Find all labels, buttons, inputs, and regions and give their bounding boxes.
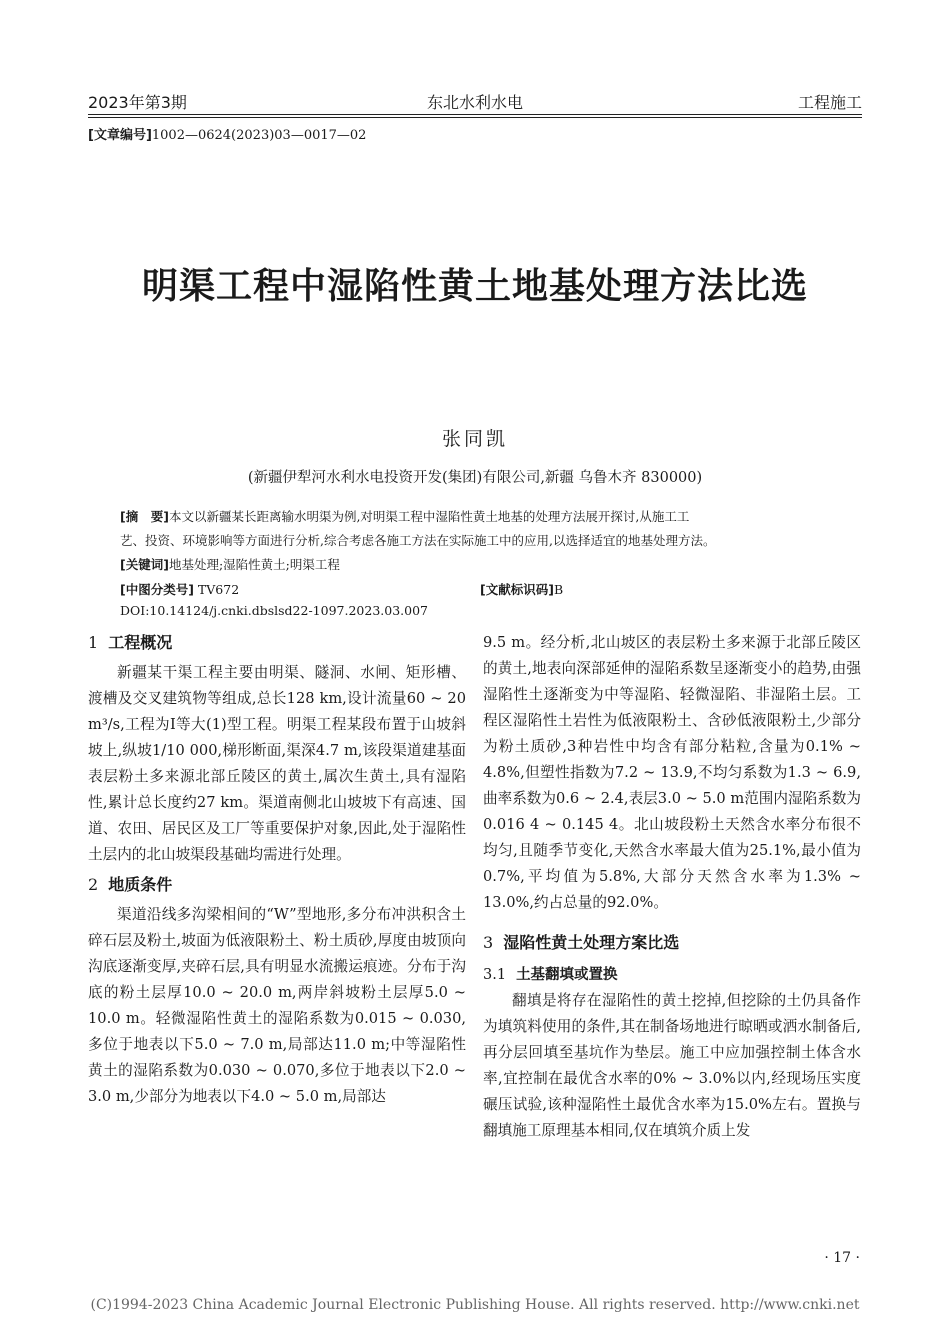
copyright-footer: (C)1994-2023 China Academic Journal Electronic Publishing House. All rights reserved. http://www.cnki.net <box>90 1297 860 1313</box>
continued-paragraph: 9.5 m。经分析,北山坡区的表层粉土多来源于北部丘陵区的黄土,地表向深部延伸的湿陷系数呈逐渐变小的趋势,由强湿陷性土逐渐变为中等湿陷、轻微湿陷、非湿陷土层。工程区湿陷性土岩性为低液限粉土、含砂低液限粉土,少部分为粉土质砂,3种岩性中均含有部分粘粒,含量为0.1% ~ 4.8%,但塑性指数为7.2 ~ 13.9,不均匀系数为1.3 ~ 6.9,曲率系数为0.6 ~ 2.4,表层3.0 ~ 5.0 m范围内湿陷系数为0.016 4 ~ 0.145 4。北山坡段粉土天然含水率分布很不均匀,且随季节变化,天然含水率最大值为25.1%,最小值为0.7%,平均值为5.8%,大部分天然含水率为1.3% ~ 13.0%,约占总量的92.0%。 <box>483 634 861 911</box>
section-2-number: 2 <box>88 875 99 894</box>
section-3-number: 3 <box>483 933 494 952</box>
keywords-value: 地基处理;湿陷性黄土;明渠工程 <box>168 557 340 572</box>
doi: DOI:10.14124/j.cnki.dbslsd22-1097.2023.03.007 <box>120 603 428 618</box>
section-3-1-paragraph: 翻填是将存在湿陷性的黄土挖掉,但挖除的土仍具备作为填筑料使用的条件,其在制备场地进行晾晒或洒水制备后,再分层回填至基坑作为垫层。施工中应加强控制土体含水率,宜控制在最优含水率的0% ~ 3.0%以内,经现场压实度碾压试验,该种湿陷性土最优含水率为15.0%左右。置换与翻填施工原理基本相同,仅在填筑介质上发 <box>483 992 861 1139</box>
section-3-1-title: 土基翻填或置换 <box>516 967 618 983</box>
section-3-heading <box>483 930 861 956</box>
classification-value: TV672 <box>197 582 240 597</box>
classification-label: [中图分类号] <box>120 582 194 597</box>
classification <box>120 580 239 598</box>
paper-title: 明渠工程中湿陷性黄土地基处理方法比选 <box>141 266 808 307</box>
article-number <box>88 124 366 143</box>
header-issue: 2023年第3期 <box>88 93 187 112</box>
section-3-title: 湿陷性黄土处理方案比选 <box>503 933 680 952</box>
article-number-value: 1002—0624(2023)03—0017—02 <box>151 128 367 143</box>
section-3-1-heading <box>483 962 861 988</box>
doc-code-label: [文献标识码] <box>480 582 554 597</box>
section-1-number: 1 <box>88 633 99 652</box>
abstract-label: [摘 要] <box>120 509 169 524</box>
header-rule-thin <box>88 117 862 118</box>
section-2-title: 地质条件 <box>108 875 173 894</box>
section-2-paragraph: 渠道沿线多沟梁相间的“W”型地形,多分布冲洪积含土碎石层及粉土,坡面为低液限粉土、粉土质砂,厚度由坡顶向沟底逐渐变厚,夹碎石层,具有明显水流搬运痕迹。分布于沟底的粉土层厚10.0 ~ 20.0 m,两岸斜坡粉土层厚5.0 ~ 10.0 m。轻微湿陷性黄土的湿陷系数为0.015 ~ 0.030,多位于地表以下5.0 ~ 7.0 m,局部达11.0 m;中等湿陷性黄土的湿陷系数为0.030 ~ 0.070,多位于地表以下2.0 ~ 3.0 m,少部分为地表以下4.0 ~ 5.0 m,局部达 <box>88 906 466 1105</box>
keywords <box>120 555 340 573</box>
keywords-label: [关键词] <box>120 557 169 572</box>
section-1-title: 工程概况 <box>108 633 173 652</box>
abstract-line-1 <box>120 507 689 525</box>
article-number-label: [文章编号] <box>88 128 152 143</box>
section-3-1-number: 3.1 <box>483 967 507 983</box>
header-rule-thick <box>88 114 862 115</box>
doc-code-value: B <box>553 582 564 597</box>
author-name: 张同凯 <box>441 428 508 450</box>
abstract-text-1: 本文以新疆某长距离输水明渠为例,对明渠工程中湿陷性黄土地基的处理方法展开探讨,从施工工 <box>168 509 690 524</box>
left-column <box>88 630 466 1110</box>
author-affiliation: (新疆伊犁河水利水电投资开发(集团)有限公司,新疆 乌鲁木齐 830000) <box>247 470 703 486</box>
section-1-paragraph: 新疆某干渠工程主要由明渠、隧洞、水闸、矩形槽、渡槽及交叉建筑物等组成,总长128 km,设计流量60 ~ 20 m³/s,工程为Ⅰ等大(1)型工程。明渠工程某段布置于山坡斜坡上,纵坡1/10 000,梯形断面,渠深4.7 m,该段渠道建基面表层粉土多来源北部丘陵区的黄土,属次生黄土,具有湿陷性,累计总长度约27 km。渠道南侧北山坡坡下有高速、国道、农田、居民区及工厂等重要保护对象,因此,处于湿陷性土层内的北山坡渠段基础均需进行处理。 <box>88 664 466 863</box>
section-1-heading <box>88 630 466 656</box>
header-section: 工程施工 <box>797 93 862 112</box>
doc-code <box>480 580 563 598</box>
section-2-heading <box>88 872 466 898</box>
abstract-text-2: 艺、投资、环境影响等方面进行分析,综合考虑各施工方法在实际施工中的应用,以选择适宜的地基处理方法。 <box>120 533 716 548</box>
right-column <box>483 630 861 1144</box>
page-number: · 17 · <box>824 1250 860 1266</box>
header-journal: 东北水利水电 <box>426 93 523 112</box>
